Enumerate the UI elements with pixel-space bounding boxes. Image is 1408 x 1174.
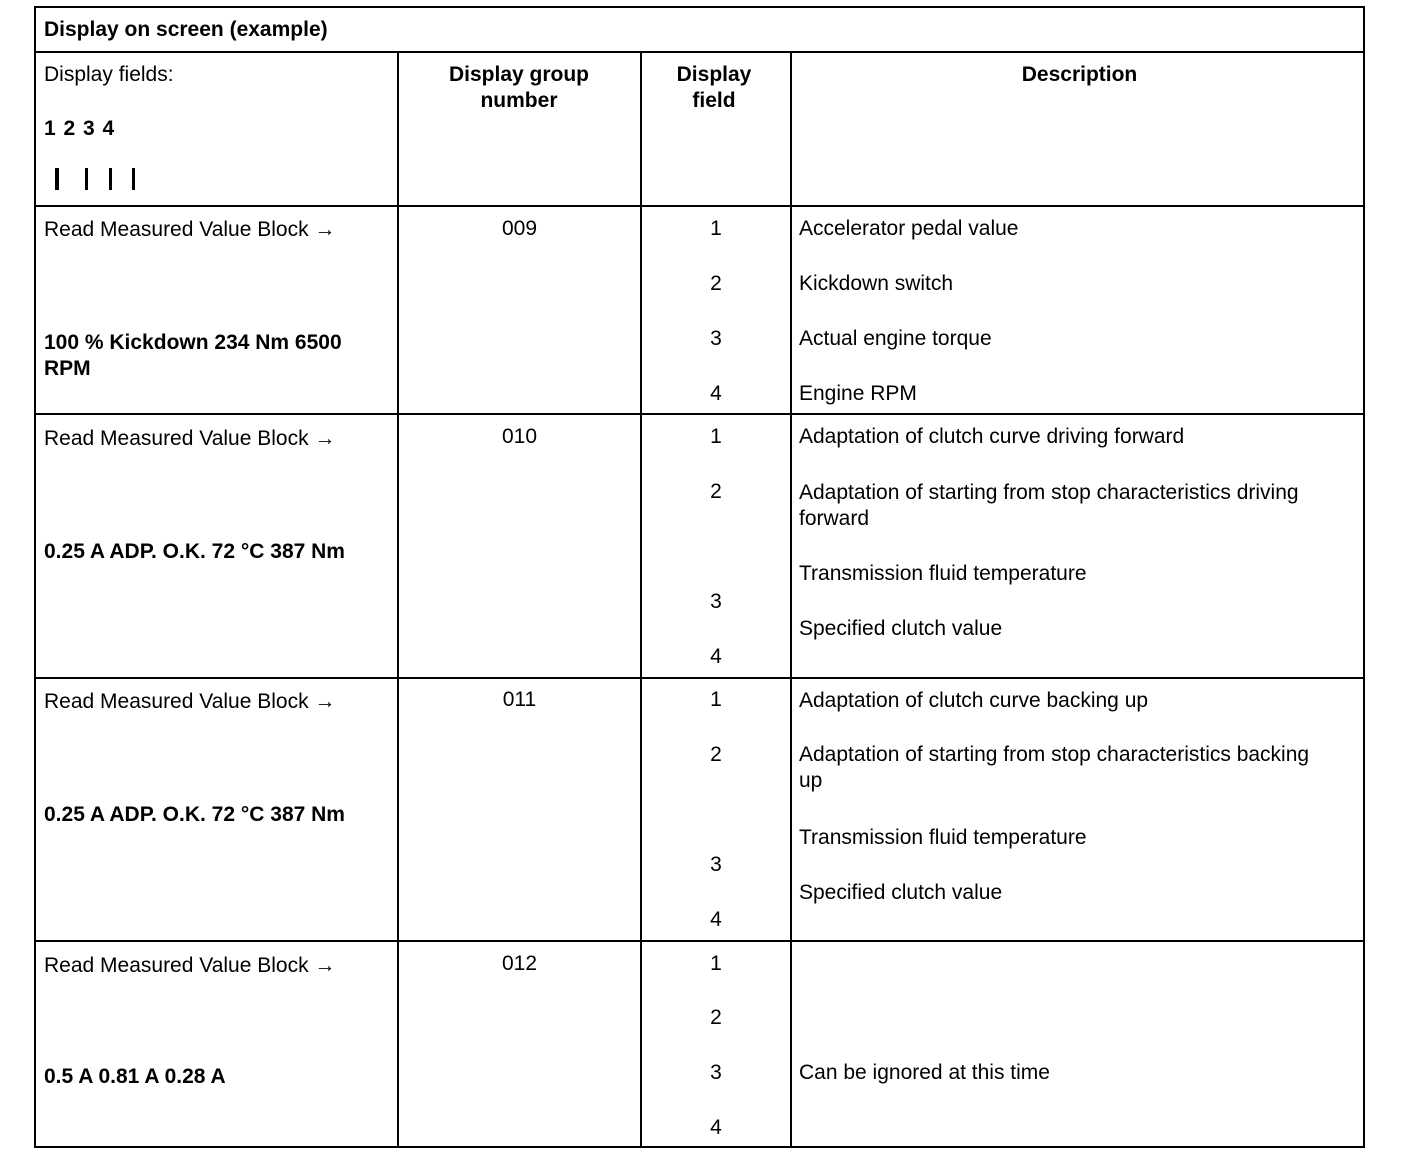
field-description: Adaptation of clutch curve driving forward: [799, 425, 1185, 448]
field-number: 3: [710, 1061, 722, 1084]
field-description: Specified clutch value: [799, 881, 1003, 904]
field-number: 4: [710, 1116, 722, 1139]
field-number: 4: [710, 382, 722, 405]
pointer-tick-icon: [109, 168, 112, 190]
field-number: 1: [710, 688, 722, 711]
field-number: 1: [710, 217, 722, 240]
field-number: 3: [710, 853, 722, 876]
table-title: Display on screen (example): [44, 18, 328, 41]
measured-value-table: [34, 6, 1365, 1148]
field-number: 2: [710, 743, 722, 766]
field-number: 2: [710, 1006, 722, 1029]
column-divider: [790, 51, 792, 1146]
row-divider: [36, 51, 1363, 53]
field-number: 1: [710, 952, 722, 975]
example-readout: 0.25 A ADP. O.K. 72 °C 387 Nm: [44, 540, 345, 563]
field-number: 2: [710, 272, 722, 295]
row-divider: [36, 413, 1363, 415]
display-fields-label: Display fields:: [44, 63, 174, 86]
group-number: 011: [502, 688, 537, 711]
field-description: Kickdown switch: [799, 272, 954, 295]
field-description: Engine RPM: [799, 382, 917, 405]
field-description: Adaptation of clutch curve backing up: [799, 689, 1149, 712]
field-description: Accelerator pedal value: [799, 217, 1019, 240]
example-readout: 100 % Kickdown 234 Nm 6500 RPM: [44, 331, 342, 380]
group-number: 009: [501, 217, 538, 240]
pointer-tick-icon: [55, 168, 59, 190]
group-number: 010: [501, 425, 538, 448]
display-field-header: Display field: [676, 63, 752, 112]
field-description: Transmission fluid temperature: [799, 826, 1087, 849]
field-number: 3: [710, 590, 722, 613]
pointer-tick-icon: [132, 168, 135, 190]
field-description: Specified clutch value: [799, 617, 1003, 640]
block-label: Read Measured Value Block →: [44, 954, 336, 977]
group-number: 012: [501, 952, 538, 975]
pointer-tick-icon: [85, 168, 88, 190]
block-label: Read Measured Value Block →: [44, 427, 336, 450]
block-label: Read Measured Value Block →: [44, 690, 336, 713]
block-label: Read Measured Value Block →: [44, 218, 336, 241]
row-divider: [36, 940, 1363, 942]
field-description: Adaptation of starting from stop characteristics driving forward: [799, 481, 1299, 530]
field-number: 4: [710, 908, 722, 931]
field-number: 4: [710, 645, 722, 668]
field-description: Transmission fluid temperature: [799, 562, 1087, 585]
field-number: 2: [710, 480, 722, 503]
row-divider: [36, 677, 1363, 679]
group-number-header: Display group number: [448, 63, 590, 112]
field-description: Adaptation of starting from stop characteristics backing up: [799, 743, 1310, 792]
field-description: Actual engine torque: [799, 327, 992, 350]
field-description: Can be ignored at this time: [799, 1061, 1050, 1084]
display-field-digits: 1 2 3 4: [44, 117, 116, 140]
row-divider: [36, 205, 1363, 207]
description-header: Description: [1021, 63, 1138, 86]
example-readout: 0.25 A ADP. O.K. 72 °C 387 Nm: [44, 803, 345, 826]
field-number: 1: [710, 425, 722, 448]
example-readout: 0.5 A 0.81 A 0.28 A: [44, 1065, 226, 1088]
field-number: 3: [710, 327, 722, 350]
